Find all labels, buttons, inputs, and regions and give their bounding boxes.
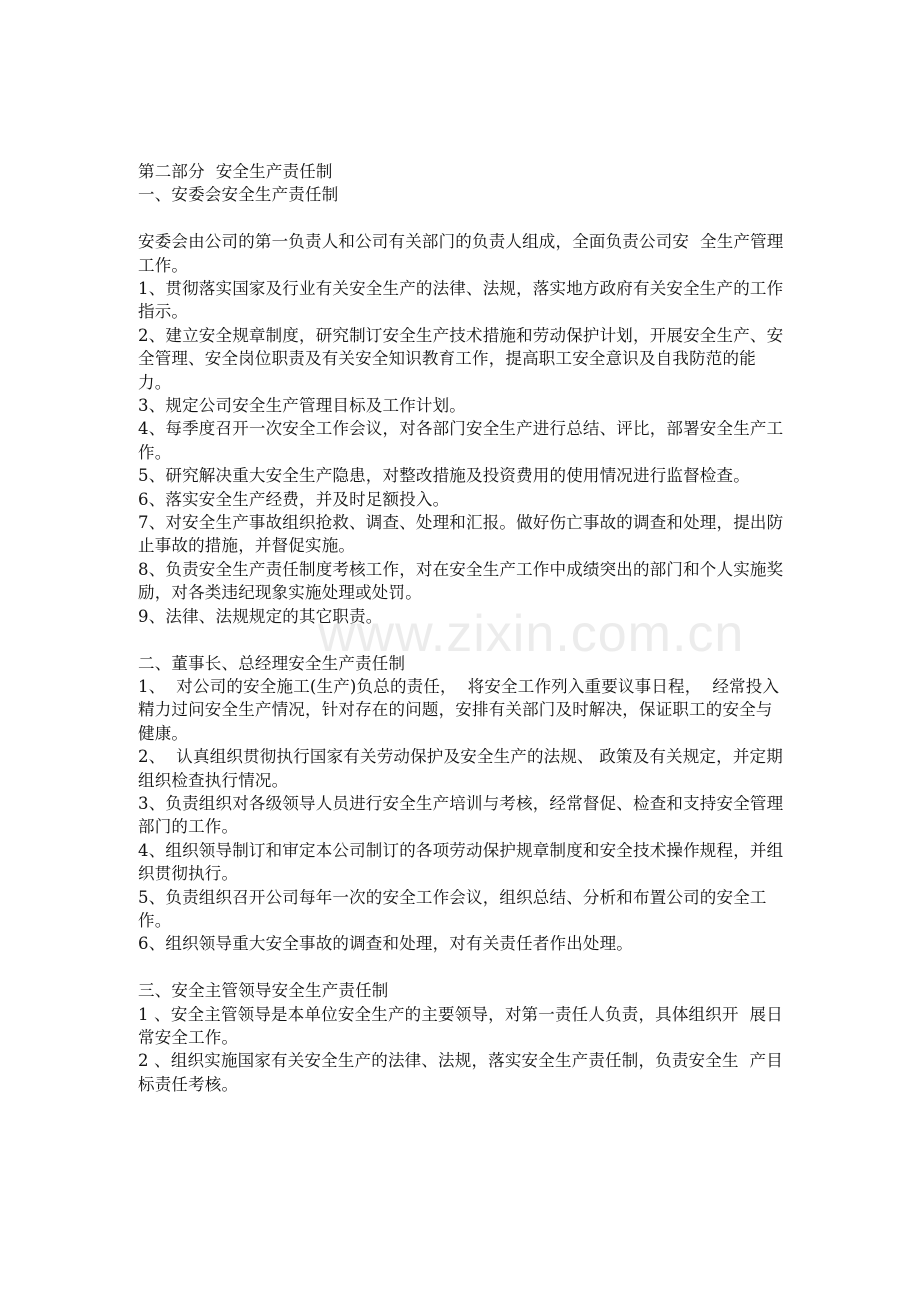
list-item: 2、建立安全规章制度，研究制订安全生产技术措施和劳动保护计划，开展安全生产、安全管理、安全岗位职责及有关安全知识教育工作，提高职工安全意识及自我防范的能力。 bbox=[138, 325, 784, 392]
part-title: 第二部分 安全生产责任制 bbox=[138, 162, 333, 181]
list-item: 6、落实安全生产经费，并及时足额投入。 bbox=[138, 489, 450, 509]
spacer bbox=[138, 956, 788, 979]
list-item: 1 、安全主管领导是本单位安全生产的主要领导，对第一责任人负责，具体组织开 展日常安全工作。 bbox=[138, 1004, 783, 1047]
list-item: 4、每季度召开一次安全工作会议，对各部门安全生产进行总结、评比，部署安全生产工作。 bbox=[138, 419, 784, 462]
spacer bbox=[138, 628, 788, 651]
list-item: 5、负责组织召开公司每年一次的安全工作会议，组织总结、分析和布置公司的安全工作。 bbox=[138, 887, 767, 930]
list-item: 3、规定公司安全生产管理目标及工作计划。 bbox=[138, 396, 466, 416]
list-item: 8、负责安全生产责任制度考核工作，对在安全生产工作中成绩突出的部门和个人实施奖励，对各类违纪现象实施处理或处罚。 bbox=[138, 559, 784, 603]
list-item: 4、组织领导制订和审定本公司制订的各项劳动保护规章制度和安全技术操作规程，并组织贯彻执行。 bbox=[138, 840, 784, 884]
list-item: 3、负责组织对各级领导人员进行安全生产培训与考核，经常督促、检查和支持安全管理部门的工作。 bbox=[138, 793, 784, 837]
list-item: 9、法律、法规规定的其它职责。 bbox=[138, 606, 383, 626]
section-heading: 三、安全主管领导安全生产责任制 bbox=[138, 981, 389, 1001]
section-heading: 一、安委会安全生产责任制 bbox=[138, 185, 339, 205]
watermark: www.zixin.com.cn bbox=[318, 605, 745, 663]
list-item: 5、研究解决重大安全生产隐患，对整改措施及投资费用的使用情况进行监督检查。 bbox=[138, 466, 750, 486]
document-page bbox=[138, 160, 788, 1096]
list-item: 1、贯彻落实国家及行业有关安全生产的法律、法规，落实地方政府有关安全生产的工作指示。 bbox=[138, 279, 784, 322]
spacer bbox=[138, 207, 788, 230]
list-item: 7、对安全生产事故组织抢救、调查、处理和汇报。做好伤亡事故的调查和处理，提出防止事故的措施，并督促实施。 bbox=[138, 513, 784, 556]
list-item: 2 、组织实施国家有关安全生产的法律、法规，落实安全生产责任制，负责安全生 产目标责任考核。 bbox=[138, 1051, 783, 1094]
list-item: 2、 认真组织贯彻执行国家有关劳动保护及安全生产的法规、 政策及有关规定，并定期组织检查执行情况。 bbox=[138, 747, 783, 790]
list-item: 1、 对公司的安全施工(生产)负总的责任， 将安全工作列入重要议事日程， 经常投入精力过问安全生产情况，针对存在的问题，安排有关部门及时解决，保证职工的安全与健康。 bbox=[138, 676, 780, 743]
section-heading: 二、董事长、总经理安全生产责任制 bbox=[138, 653, 406, 673]
section-intro: 安委会由公司的第一负责人和公司有关部门的负责人组成，全面负责公司安 全生产管理工作。 bbox=[138, 232, 784, 275]
list-item: 6、组织领导重大安全事故的调查和处理，对有关责任者作出处理。 bbox=[138, 934, 633, 954]
